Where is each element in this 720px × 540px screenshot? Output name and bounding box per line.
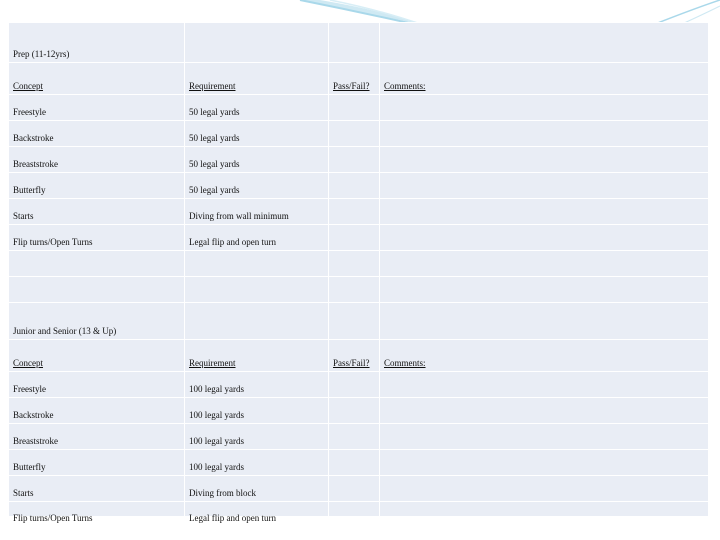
requirements-sheet (8, 22, 708, 523)
header-pass-fail: Pass/Fail? (329, 340, 380, 372)
pass-fail-cell[interactable] (329, 502, 380, 527)
comments-cell[interactable] (380, 450, 709, 476)
header-concept: Concept (9, 63, 185, 95)
comments-cell[interactable] (380, 372, 709, 398)
comments-cell[interactable] (380, 225, 709, 251)
requirement-cell: 50 legal yards (185, 173, 329, 199)
comments-cell[interactable] (380, 424, 709, 450)
pass-fail-cell[interactable] (329, 225, 380, 251)
header-requirement: Requirement (185, 63, 329, 95)
section-title-row (9, 23, 709, 63)
requirement-cell: 100 legal yards (185, 372, 329, 398)
concept-cell: Backstroke (9, 121, 185, 147)
comments-cell[interactable] (380, 476, 709, 502)
header-row (9, 340, 709, 372)
pass-fail-cell[interactable] (329, 95, 380, 121)
requirement-cell: 100 legal yards (185, 450, 329, 476)
concept-cell: Starts (9, 476, 185, 502)
header-concept: Concept (9, 340, 185, 372)
table-row (9, 199, 709, 225)
pass-fail-cell[interactable] (329, 199, 380, 225)
section-title: Prep (11-12yrs) (9, 23, 185, 63)
table-row (9, 225, 709, 251)
header-comments: Comments: (380, 340, 709, 372)
table-row (9, 450, 709, 476)
table-row (9, 476, 709, 502)
blank-row (9, 277, 709, 303)
section-title: Junior and Senior (13 & Up) (9, 303, 185, 340)
pass-fail-cell[interactable] (329, 372, 380, 398)
header-pass-fail: Pass/Fail? (329, 63, 380, 95)
pass-fail-cell[interactable] (329, 450, 380, 476)
concept-cell: Freestyle (9, 95, 185, 121)
pass-fail-cell[interactable] (329, 424, 380, 450)
requirement-cell: Legal flip and open turn (185, 225, 329, 251)
concept-cell: Butterfly (9, 173, 185, 199)
header-row (9, 63, 709, 95)
concept-cell: Flip turns/Open Turns (9, 502, 185, 527)
comments-cell[interactable] (380, 121, 709, 147)
concept-cell: Breaststroke (9, 147, 185, 173)
comments-cell[interactable] (380, 502, 709, 527)
header-comments: Comments: (380, 63, 709, 95)
requirement-cell: Diving from wall minimum (185, 199, 329, 225)
table-row (9, 121, 709, 147)
requirement-cell: 100 legal yards (185, 398, 329, 424)
table-row (9, 424, 709, 450)
comments-cell[interactable] (380, 398, 709, 424)
requirement-cell: 50 legal yards (185, 95, 329, 121)
concept-cell: Breaststroke (9, 424, 185, 450)
pass-fail-cell[interactable] (329, 121, 380, 147)
requirement-cell: Diving from block (185, 476, 329, 502)
concept-cell: Freestyle (9, 372, 185, 398)
header-requirement: Requirement (185, 340, 329, 372)
requirements-table (8, 22, 709, 527)
table-row (9, 398, 709, 424)
requirement-cell: Legal flip and open turn (185, 502, 329, 527)
table-row (9, 147, 709, 173)
comments-cell[interactable] (380, 199, 709, 225)
concept-cell: Starts (9, 199, 185, 225)
table-row (9, 173, 709, 199)
table-row (9, 95, 709, 121)
requirement-cell: 50 legal yards (185, 121, 329, 147)
table-row (9, 372, 709, 398)
concept-cell: Flip turns/Open Turns (9, 225, 185, 251)
table-row (9, 502, 709, 527)
requirement-cell: 100 legal yards (185, 424, 329, 450)
pass-fail-cell[interactable] (329, 147, 380, 173)
blank-row (9, 251, 709, 277)
comments-cell[interactable] (380, 147, 709, 173)
concept-cell: Backstroke (9, 398, 185, 424)
comments-cell[interactable] (380, 95, 709, 121)
pass-fail-cell[interactable] (329, 173, 380, 199)
pass-fail-cell[interactable] (329, 476, 380, 502)
pass-fail-cell[interactable] (329, 398, 380, 424)
comments-cell[interactable] (380, 173, 709, 199)
requirement-cell: 50 legal yards (185, 147, 329, 173)
section-title-row (9, 303, 709, 340)
concept-cell: Butterfly (9, 450, 185, 476)
